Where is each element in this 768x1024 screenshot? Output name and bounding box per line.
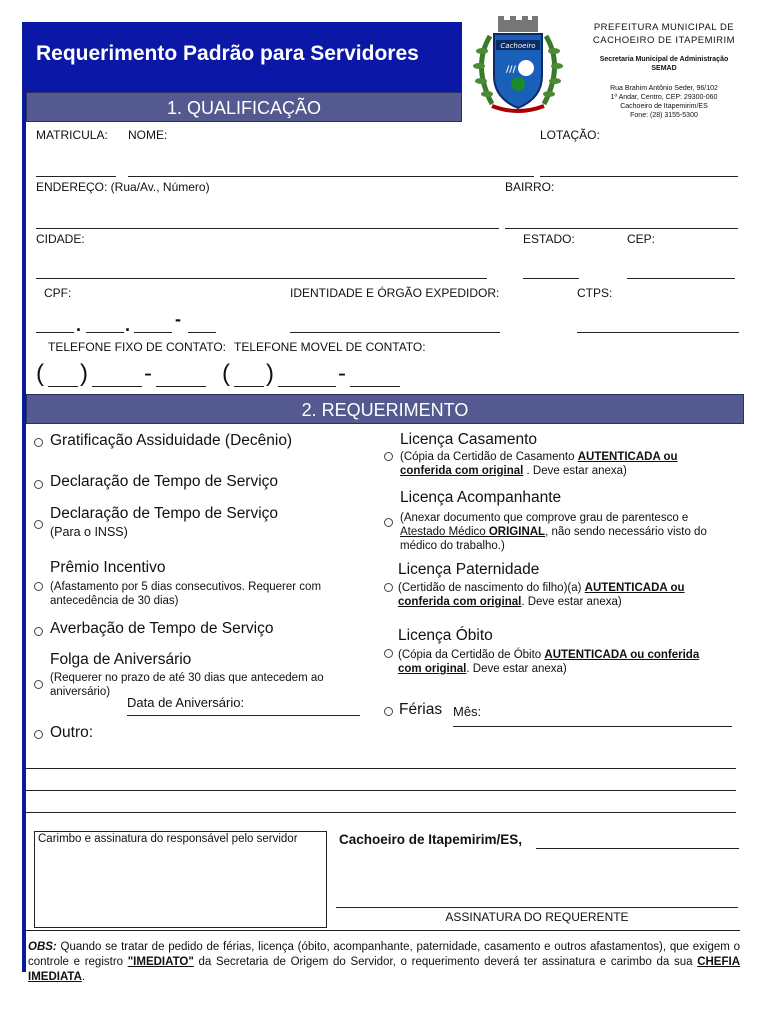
radio-licenca-paternidade[interactable]	[384, 583, 393, 592]
radio-gratificacao[interactable]	[34, 438, 43, 447]
assinatura-label: ASSINATURA DO REQUERENTE	[445, 910, 629, 924]
mes-label: Mês:	[453, 704, 482, 719]
cpf-field[interactable]: . . -	[36, 310, 226, 334]
radio-licenca-acompanhante[interactable]	[384, 518, 393, 527]
option-premio: Prêmio Incentivo	[50, 559, 166, 576]
svg-text:///: ///	[506, 65, 516, 75]
obs-note: OBS: Quando se tratar de pedido de férias, licença (óbito, acompanhante, paternidade, casamento e outros afastamentos), que exigem o controle e registro "IMEDIATO" da Secretaria de Origem do Servidor, o requerimento deverá ter assinatura e carimbo da sua CHEFIA IMEDIATA.	[28, 941, 740, 983]
telefone-fixo-label: TELEFONE FIXO DE CONTATO:	[48, 340, 227, 354]
option-declaracao: Declaração de Tempo de Serviço	[50, 473, 279, 490]
radio-licenca-casamento[interactable]	[384, 452, 393, 461]
option-licenca-obito-note: (Cópia da Certidão de Óbito AUTENTICADA ou conferida com original. Deve estar anexa)	[398, 649, 700, 675]
org-line2: CACHOEIRO DE ITAPEMIRIM	[592, 35, 736, 46]
obs-divider	[26, 930, 740, 931]
endereco-field[interactable]	[36, 228, 499, 229]
option-licenca-casamento-note: (Cópia da Certidão de Casamento AUTENTICADA ou conferida com original . Deve estar anexa)	[400, 451, 678, 477]
option-licenca-paternidade-note: (Certidão de nascimento do filho)(a) AUTENTICADA ou conferida com original. Deve estar anexa)	[398, 582, 685, 608]
matricula-field[interactable]	[36, 176, 116, 177]
assinatura-line[interactable]	[336, 907, 738, 908]
telefone-fixo-field[interactable]: ( ) -	[36, 362, 208, 390]
bairro-field[interactable]	[505, 228, 738, 229]
option-licenca-paternidade: Licença Paternidade	[398, 561, 540, 578]
data-field[interactable]	[536, 848, 739, 849]
endereco-label: ENDEREÇO: (Rua/Av., Número)	[36, 180, 210, 194]
option-folga: Folga de Aniversário	[50, 651, 192, 668]
phone: Fone: (28) 3155-5300	[630, 112, 698, 119]
estado-label: ESTADO:	[523, 232, 575, 246]
option-declaracao-inss-note: (Para o INSS)	[50, 525, 128, 539]
option-licenca-acompanhante-note: (Anexar documento que comprove grau de parentesco e Atestado Médico ORIGINAL, não sendo necessário visto do médico do trabalho.)	[400, 512, 707, 552]
option-ferias: Férias	[399, 701, 443, 718]
radio-folga[interactable]	[34, 680, 43, 689]
city-logo	[462, 16, 574, 116]
ctps-label: CTPS:	[577, 286, 613, 300]
radio-licenca-obito[interactable]	[384, 649, 393, 658]
option-premio-note: (Afastamento por 5 dias consecutivos. Requerer com antecedência de 30 dias)	[50, 581, 322, 607]
cidade-label: CIDADE:	[36, 232, 85, 246]
identidade-field[interactable]	[290, 332, 500, 333]
radio-outro[interactable]	[34, 730, 43, 739]
nome-field[interactable]	[128, 176, 534, 177]
radio-declaracao-inss[interactable]	[34, 520, 43, 529]
telefone-movel-field[interactable]: ( ) -	[222, 362, 402, 390]
section-requerimento-heading: 2. REQUERIMENTO	[26, 394, 744, 424]
radio-ferias[interactable]	[384, 707, 393, 716]
nome-label: NOME:	[128, 128, 168, 142]
data-aniversario-label: Data de Aniversário:	[127, 695, 245, 710]
bairro-label: BAIRRO:	[505, 180, 555, 194]
option-gratificacao: Gratificação Assiduidade (Decênio)	[50, 432, 293, 449]
option-declaracao-inss: Declaração de Tempo de Serviço	[50, 505, 279, 522]
data-aniversario-field[interactable]	[127, 715, 360, 716]
outro-line-3[interactable]	[26, 812, 736, 813]
cidade-field[interactable]	[36, 278, 487, 279]
identidade-label: IDENTIDADE E ÓRGÃO EXPEDIDOR:	[290, 286, 500, 300]
estado-field[interactable]	[523, 278, 579, 279]
telefone-movel-label: TELEFONE MOVEL DE CONTATO:	[234, 340, 426, 354]
address-line2: 1º Andar, Centro, CEP: 29300-060	[610, 94, 718, 101]
lotacao-field[interactable]	[540, 176, 738, 177]
address-line1: Rua Brahim Antônio Seder, 96/102	[610, 85, 718, 92]
option-averbacao: Averbação de Tempo de Serviço	[50, 620, 274, 637]
option-licenca-obito: Licença Óbito	[398, 627, 493, 644]
cidade-data-label: Cachoeiro de Itapemirim/ES,	[339, 832, 523, 847]
matricula-label: MATRICULA:	[36, 128, 108, 142]
left-border-bar	[22, 22, 26, 972]
option-licenca-casamento: Licença Casamento	[400, 431, 537, 448]
address-line3: Cachoeiro de Itapemirim/ES	[620, 103, 708, 110]
section-qualificacao-heading: 1. QUALIFICAÇÃO	[26, 92, 462, 122]
cep-field[interactable]	[627, 278, 735, 279]
option-outro: Outro:	[50, 724, 94, 741]
mes-field[interactable]	[453, 726, 732, 727]
carimbo-label: Carimbo e assinatura do responsável pelo servidor	[38, 833, 298, 845]
radio-premio[interactable]	[34, 582, 43, 591]
svg-text:Cachoeiro: Cachoeiro	[500, 42, 536, 50]
radio-averbacao[interactable]	[34, 627, 43, 636]
secretaria-line1: Secretaria Municipal de Administração	[599, 56, 729, 63]
cpf-label: CPF:	[44, 286, 72, 300]
carimbo-box[interactable]	[34, 831, 327, 928]
form-title: Requerimento Padrão para Servidores	[36, 42, 419, 65]
outro-line-1[interactable]	[26, 768, 736, 769]
option-folga-note: (Requerer no prazo de até 30 dias que antecedem ao aniversário)	[50, 672, 324, 698]
ctps-field[interactable]	[577, 332, 739, 333]
org-line1: PREFEITURA MUNICIPAL DE	[593, 22, 735, 33]
option-licenca-acompanhante: Licença Acompanhante	[400, 489, 562, 506]
outro-line-2[interactable]	[26, 790, 736, 791]
lotacao-label: LOTAÇÃO:	[540, 128, 600, 142]
radio-declaracao[interactable]	[34, 480, 43, 489]
secretaria-line2: SEMAD	[651, 65, 677, 72]
cep-label: CEP:	[627, 232, 656, 246]
